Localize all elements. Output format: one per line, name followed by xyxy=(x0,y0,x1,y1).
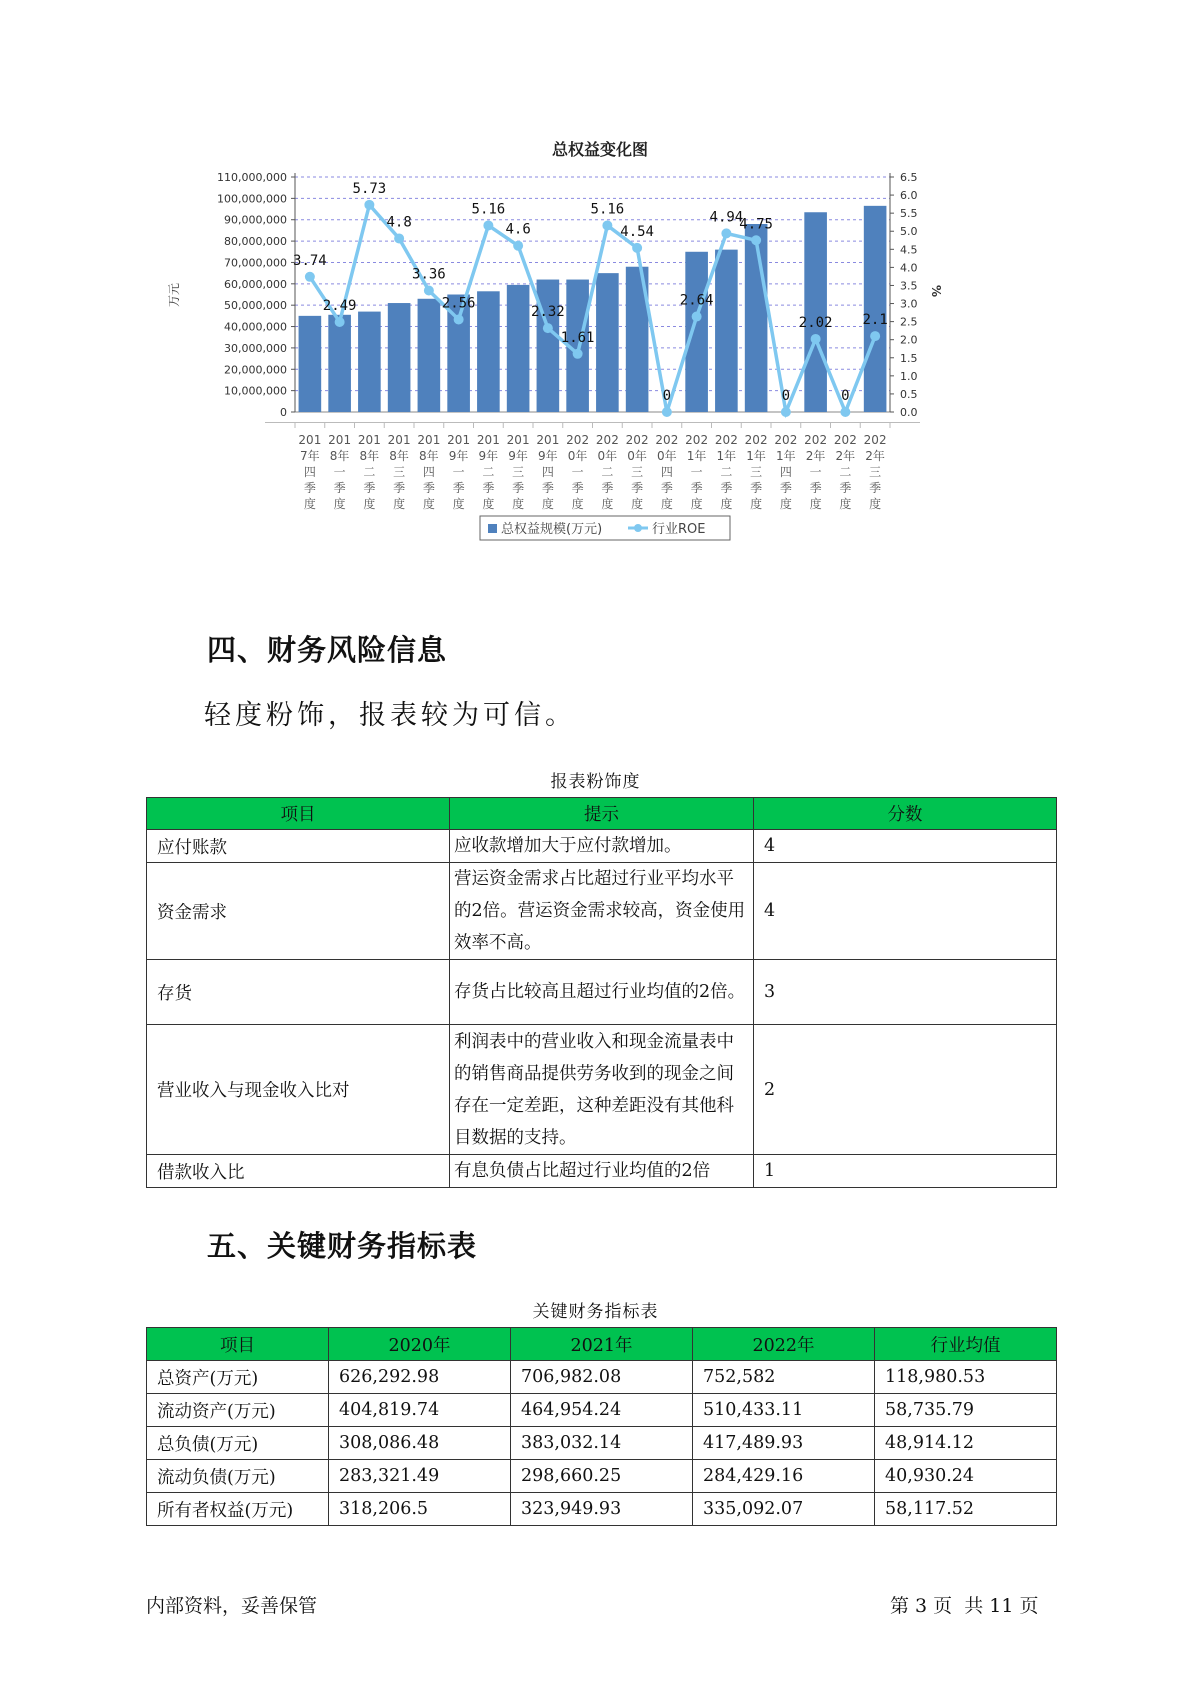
row-item: 借款收入比 xyxy=(147,1155,450,1188)
x-tick-label: 度 xyxy=(512,497,525,511)
x-tick-label: 季 xyxy=(720,481,733,495)
x-tick-label: 四 xyxy=(422,465,435,479)
row-value-2021: 298,660.25 xyxy=(511,1460,693,1493)
roe-data-label: 2.1 xyxy=(862,312,888,329)
equity-bar xyxy=(328,315,351,412)
right-tick-label: 2.0 xyxy=(900,333,918,347)
x-tick-label: 季 xyxy=(422,481,435,495)
row-item: 应付账款 xyxy=(147,830,450,863)
x-tick-label: 度 xyxy=(690,497,703,511)
x-tick-label: 度 xyxy=(779,497,792,511)
equity-bar xyxy=(299,316,322,412)
roe-point xyxy=(692,312,702,322)
table-row xyxy=(147,1361,1057,1394)
x-tick-label: 度 xyxy=(333,497,346,511)
roe-data-label: 2.56 xyxy=(441,295,476,312)
x-tick-label: 季 xyxy=(839,481,852,495)
right-tick-label: 2.5 xyxy=(900,315,918,329)
table-row xyxy=(147,960,1057,1025)
roe-point xyxy=(721,228,731,238)
x-tick-label: 季 xyxy=(869,481,882,495)
risk-table-caption: 报表粉饰度 xyxy=(550,772,641,792)
equity-bar xyxy=(507,285,530,412)
risk-summary-text: 轻度粉饰，报表较为可信。 xyxy=(204,700,576,731)
row-item: 资金需求 xyxy=(147,863,450,960)
row-hint: 利润表中的营业收入和现金流量表中的销售商品提供劳务收到的现金之间存在一定差距，这种差距没有其他科目数据的支持。 xyxy=(450,1025,754,1155)
right-tick-label: 5.0 xyxy=(900,225,918,239)
row-hint: 营运资金需求占比超过行业平均水平的2倍。营运资金需求较高，资金使用效率不高。 xyxy=(450,863,754,960)
x-tick-label: 201 xyxy=(357,433,381,447)
roe-point xyxy=(543,323,553,333)
x-tick-label: 202 xyxy=(625,433,649,447)
table-row xyxy=(147,1493,1057,1526)
roe-point xyxy=(632,243,642,253)
roe-data-label: 0 xyxy=(841,388,850,404)
x-tick-label: 202 xyxy=(595,433,619,447)
x-tick-label: 季 xyxy=(601,481,614,495)
x-tick-label: 201 xyxy=(447,433,471,447)
right-tick-label: 0.0 xyxy=(900,406,918,419)
table-row xyxy=(147,1025,1057,1155)
x-tick-label: 201 xyxy=(536,433,560,447)
x-tick-label: 202 xyxy=(744,433,768,447)
row-item: 所有者权益(万元) xyxy=(147,1493,329,1526)
x-tick-label: 202 xyxy=(566,433,590,447)
x-tick-label: 度 xyxy=(660,497,673,511)
equity-bar xyxy=(418,299,441,412)
window-dressing-table xyxy=(146,797,1057,1188)
equity-bar xyxy=(358,312,381,412)
x-tick-label: 一 xyxy=(333,465,346,479)
table-header-row xyxy=(147,798,1057,830)
roe-data-label: 0 xyxy=(781,388,791,404)
x-tick-label: 9年 xyxy=(538,449,558,463)
equity-bar xyxy=(715,250,738,412)
header-hint: 提示 xyxy=(450,798,754,830)
row-value-2022: 510,433.11 xyxy=(693,1394,875,1427)
right-tick-label: 5.5 xyxy=(900,207,918,221)
row-value-2022: 284,429.16 xyxy=(693,1460,875,1493)
x-tick-label: 季 xyxy=(363,481,376,495)
x-tick-label: 度 xyxy=(571,497,584,511)
x-tick-label: 季 xyxy=(631,481,644,495)
x-tick-label: 201 xyxy=(476,433,500,447)
x-tick-label: 202 xyxy=(714,433,738,447)
x-tick-label: 度 xyxy=(809,497,822,511)
roe-line xyxy=(293,181,888,417)
row-value-2021: 464,954.24 xyxy=(511,1394,693,1427)
x-tick-label: 三 xyxy=(869,465,882,479)
x-tick-label: 201 xyxy=(328,433,352,447)
section-heading-financial-risk: 四、财务风险信息 xyxy=(207,633,448,667)
chart-title: 总权益变化图 xyxy=(551,140,649,159)
row-score: 2 xyxy=(754,1025,1057,1155)
roe-point xyxy=(662,407,672,417)
x-tick-label: 四 xyxy=(660,465,673,479)
table-row xyxy=(147,1155,1057,1188)
row-value-2021: 383,032.14 xyxy=(511,1427,693,1460)
section-heading-key-indicators: 五、关键财务指标表 xyxy=(207,1229,478,1263)
x-tick-label: 季 xyxy=(690,481,703,495)
row-hint: 应收款增加大于应付款增加。 xyxy=(450,830,754,863)
row-hint: 存货占比较高且超过行业均值的2倍。 xyxy=(450,960,754,1025)
x-tick-label: 201 xyxy=(387,433,411,447)
x-tick-label: 度 xyxy=(750,497,763,511)
row-industry-avg: 118,980.53 xyxy=(875,1361,1057,1394)
left-tick-label: 0 xyxy=(280,406,287,419)
x-tick-label: 1年 xyxy=(716,449,737,463)
x-tick-label: 度 xyxy=(482,497,495,511)
header-industry-avg: 行业均值 xyxy=(875,1328,1057,1361)
x-tick-label: 2年 xyxy=(835,449,856,463)
roe-data-label: 5.16 xyxy=(590,201,625,218)
x-tick-label: 0年 xyxy=(597,449,618,463)
table-row xyxy=(147,1394,1057,1427)
left-axis-label: 万元 xyxy=(167,282,181,308)
x-tick-label: 201 xyxy=(506,433,530,447)
right-tick-label: 1.0 xyxy=(900,369,918,383)
equity-bar xyxy=(745,224,768,412)
footer-confidential-note: 内部资料，妥善保管 xyxy=(146,1595,318,1617)
x-tick-label: 季 xyxy=(809,481,822,495)
footer-page-number: 第 3 页 共 11 页 xyxy=(890,1595,1039,1617)
x-tick-label: 度 xyxy=(631,497,644,511)
x-tick-label: 一 xyxy=(571,465,584,479)
x-tick-label: 度 xyxy=(422,497,435,511)
x-tick-label: 二 xyxy=(363,465,376,479)
x-tick-label: 度 xyxy=(839,497,852,511)
x-tick-label: 1年 xyxy=(746,449,766,463)
x-tick-label: 1年 xyxy=(776,449,796,463)
table-row xyxy=(147,830,1057,863)
roe-data-label: 3.36 xyxy=(412,266,446,283)
roe-point xyxy=(811,334,821,344)
roe-data-label: 5.16 xyxy=(471,201,506,218)
x-tick-label: 季 xyxy=(750,481,763,495)
row-value-2021: 323,949.93 xyxy=(511,1493,693,1526)
roe-point xyxy=(364,200,374,210)
equity-bar xyxy=(388,303,411,412)
x-tick-label: 202 xyxy=(804,433,828,447)
equity-bar xyxy=(685,252,708,412)
table-header-row xyxy=(147,1328,1057,1361)
left-axis-ticks xyxy=(217,171,295,419)
x-tick-label: 度 xyxy=(869,497,882,511)
x-tick-label: 202 xyxy=(774,433,798,447)
equity-bar xyxy=(864,206,887,412)
x-tick-label: 度 xyxy=(303,497,316,511)
x-tick-label: 8年 xyxy=(419,449,439,463)
left-tick-label: 70,000,000 xyxy=(224,256,287,270)
table-row xyxy=(147,863,1057,960)
legend-line-marker xyxy=(634,524,642,532)
x-tick-label: 二 xyxy=(601,465,614,479)
right-tick-label: 3.0 xyxy=(900,297,918,311)
legend-line-label: 行业ROE xyxy=(652,522,706,537)
x-tick-label: 度 xyxy=(393,497,406,511)
x-tick-label: 0年 xyxy=(657,449,677,463)
x-tick-label: 202 xyxy=(655,433,679,447)
left-tick-label: 90,000,000 xyxy=(224,213,287,227)
x-tick-label: 季 xyxy=(571,481,584,495)
roe-data-label: 5.73 xyxy=(352,180,387,197)
roe-point xyxy=(573,349,583,359)
legend-bar-label: 总权益规模(万元) xyxy=(501,522,603,537)
x-tick-label: 9年 xyxy=(508,449,528,463)
left-tick-label: 80,000,000 xyxy=(224,235,287,249)
roe-point xyxy=(602,220,612,230)
roe-point xyxy=(424,286,434,296)
row-value-2020: 308,086.48 xyxy=(329,1427,511,1460)
right-tick-label: 4.0 xyxy=(900,261,918,275)
key-indicators-table xyxy=(146,1327,1057,1526)
roe-point xyxy=(394,233,404,243)
x-tick-label: 8年 xyxy=(389,449,409,463)
x-tick-label: 度 xyxy=(720,497,733,511)
roe-data-label: 2.32 xyxy=(531,304,565,321)
x-tick-label: 三 xyxy=(512,465,525,479)
x-tick-label: 1年 xyxy=(686,449,707,463)
x-tick-label: 季 xyxy=(482,481,495,495)
x-axis-labels xyxy=(298,433,886,511)
row-score: 4 xyxy=(754,830,1057,863)
legend-bar-swatch xyxy=(488,524,497,533)
roe-point xyxy=(454,314,464,324)
x-tick-label: 季 xyxy=(512,481,525,495)
x-tick-label: 度 xyxy=(452,497,465,511)
roe-point xyxy=(513,241,523,251)
row-value-2020: 626,292.98 xyxy=(329,1361,511,1394)
x-tick-label: 度 xyxy=(363,497,376,511)
left-tick-label: 100,000,000 xyxy=(217,192,287,206)
x-tick-label: 0年 xyxy=(627,449,647,463)
roe-data-label: 1.61 xyxy=(560,329,595,346)
left-tick-label: 10,000,000 xyxy=(224,384,287,398)
roe-data-label: 4.94 xyxy=(709,209,744,226)
roe-data-label: 4.54 xyxy=(620,223,654,240)
row-item: 存货 xyxy=(147,960,450,1025)
roe-data-label: 0 xyxy=(662,388,672,404)
x-tick-label: 四 xyxy=(779,465,792,479)
right-tick-label: 6.5 xyxy=(900,171,918,184)
row-score: 4 xyxy=(754,863,1057,960)
indicators-table-caption: 关键财务指标表 xyxy=(532,1302,659,1322)
x-tick-label: 7年 xyxy=(300,449,320,463)
roe-data-label: 4.6 xyxy=(505,221,531,238)
roe-point xyxy=(305,272,315,282)
row-industry-avg: 58,117.52 xyxy=(875,1493,1057,1526)
equity-bar xyxy=(537,280,560,412)
x-tick-label: 度 xyxy=(601,497,614,511)
row-item: 流动资产(万元) xyxy=(147,1394,329,1427)
left-tick-label: 60,000,000 xyxy=(224,277,287,291)
roe-point xyxy=(840,407,850,417)
table-row xyxy=(147,1427,1057,1460)
row-item: 流动负债(万元) xyxy=(147,1460,329,1493)
x-tick-label: 2年 xyxy=(865,449,885,463)
x-tick-label: 一 xyxy=(690,465,703,479)
x-tick-label: 季 xyxy=(333,481,346,495)
row-score: 3 xyxy=(754,960,1057,1025)
equity-bar xyxy=(596,273,619,412)
header-item: 项目 xyxy=(147,798,450,830)
roe-data-label: 2.49 xyxy=(322,297,357,314)
roe-point xyxy=(781,407,791,417)
roe-data-label: 4.8 xyxy=(386,214,412,231)
x-tick-label: 二 xyxy=(839,465,852,479)
total-equity-chart xyxy=(167,135,1040,595)
header-2020: 2020年 xyxy=(329,1328,511,1361)
x-tick-label: 一 xyxy=(809,465,822,479)
right-tick-label: 3.5 xyxy=(900,279,918,293)
left-tick-label: 30,000,000 xyxy=(224,341,287,355)
row-value-2021: 706,982.08 xyxy=(511,1361,693,1394)
roe-data-label: 4.75 xyxy=(739,216,773,233)
row-value-2022: 752,582 xyxy=(693,1361,875,1394)
roe-point xyxy=(483,220,493,230)
row-industry-avg: 58,735.79 xyxy=(875,1394,1057,1427)
left-tick-label: 40,000,000 xyxy=(224,320,287,334)
x-tick-label: 三 xyxy=(393,465,406,479)
x-tick-label: 三 xyxy=(631,465,644,479)
roe-point xyxy=(870,331,880,341)
x-tick-label: 季 xyxy=(452,481,465,495)
roe-point xyxy=(751,235,761,245)
equity-bar xyxy=(804,212,827,412)
header-2022: 2022年 xyxy=(693,1328,875,1361)
right-tick-label: 6.0 xyxy=(900,189,918,203)
x-tick-label: 一 xyxy=(452,465,465,479)
x-tick-label: 202 xyxy=(685,433,709,447)
left-tick-label: 110,000,000 xyxy=(217,171,287,184)
x-tick-label: 201 xyxy=(417,433,441,447)
row-item: 营业收入与现金收入比对 xyxy=(147,1025,450,1155)
x-tick-label: 三 xyxy=(750,465,763,479)
x-tick-label: 季 xyxy=(660,481,673,495)
row-item: 总负债(万元) xyxy=(147,1427,329,1460)
x-tick-label: 四 xyxy=(303,465,316,479)
x-tick-label: 季 xyxy=(541,481,554,495)
roe-point xyxy=(335,317,345,327)
x-tick-label: 度 xyxy=(541,497,554,511)
x-tick-label: 四 xyxy=(541,465,554,479)
x-tick-label: 2年 xyxy=(805,449,826,463)
row-value-2020: 318,206.5 xyxy=(329,1493,511,1526)
left-tick-label: 20,000,000 xyxy=(224,363,287,377)
table-row xyxy=(147,1460,1057,1493)
x-tick-label: 9年 xyxy=(448,449,469,463)
header-score: 分数 xyxy=(754,798,1057,830)
chart-legend xyxy=(480,516,730,540)
x-tick-label: 9年 xyxy=(478,449,499,463)
header-2021: 2021年 xyxy=(511,1328,693,1361)
row-industry-avg: 40,930.24 xyxy=(875,1460,1057,1493)
row-score: 1 xyxy=(754,1155,1057,1188)
roe-data-label: 2.64 xyxy=(679,292,714,309)
x-tick-label: 0年 xyxy=(567,449,588,463)
x-tick-label: 8年 xyxy=(329,449,350,463)
x-tick-label: 季 xyxy=(303,481,316,495)
x-tick-label: 201 xyxy=(298,433,322,447)
right-axis-label: % xyxy=(929,284,943,298)
row-industry-avg: 48,914.12 xyxy=(875,1427,1057,1460)
row-item: 总资产(万元) xyxy=(147,1361,329,1394)
row-hint: 有息负债占比超过行业均值的2倍 xyxy=(450,1155,754,1188)
row-value-2020: 283,321.49 xyxy=(329,1460,511,1493)
left-tick-label: 50,000,000 xyxy=(224,299,287,313)
x-tick-label: 二 xyxy=(482,465,495,479)
equity-bar xyxy=(477,291,500,412)
right-tick-label: 0.5 xyxy=(900,387,918,401)
x-tick-label: 季 xyxy=(779,481,792,495)
row-value-2022: 335,092.07 xyxy=(693,1493,875,1526)
row-value-2020: 404,819.74 xyxy=(329,1394,511,1427)
right-tick-label: 4.5 xyxy=(900,243,918,257)
x-tick-label: 202 xyxy=(833,433,857,447)
row-value-2022: 417,489.93 xyxy=(693,1427,875,1460)
right-axis-ticks xyxy=(890,171,918,419)
x-tick-label: 季 xyxy=(393,481,406,495)
x-tick-label: 8年 xyxy=(359,449,380,463)
x-tick-label: 202 xyxy=(863,433,887,447)
x-tick-label: 二 xyxy=(720,465,733,479)
roe-data-label: 2.02 xyxy=(798,314,833,331)
roe-data-label: 3.74 xyxy=(293,252,327,269)
right-tick-label: 1.5 xyxy=(900,351,918,365)
header-item: 项目 xyxy=(147,1328,329,1361)
